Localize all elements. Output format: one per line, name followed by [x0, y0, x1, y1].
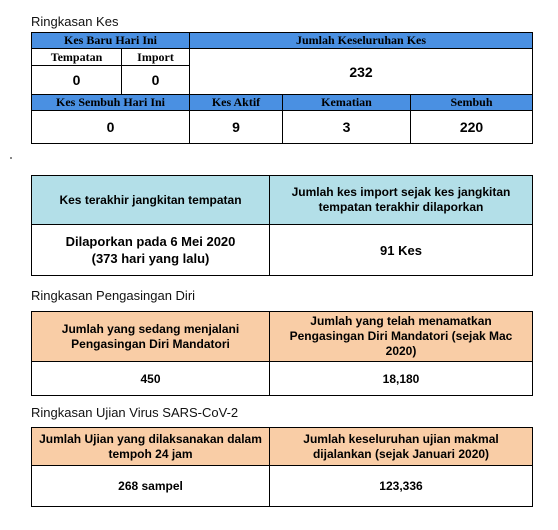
- new-cases-today-header: Kes Baru Hari Ini: [32, 33, 190, 49]
- total-cases-value: 232: [190, 49, 533, 95]
- tests-24h-value: 268 sampel: [32, 466, 270, 507]
- last-local-case-date: [32, 225, 270, 276]
- recovered-value: 220: [411, 111, 533, 144]
- cases-summary-title: Ringkasan Kes: [31, 14, 119, 29]
- import-header: Import: [122, 49, 190, 66]
- stray-mark: [10, 157, 12, 159]
- tests-total-header: Jumlah keseluruhan ujian makmal dijalankan (sejak Januari 2020): [270, 428, 533, 466]
- current-isolation-header: Jumlah yang sedang menjalani Pengasingan Diri Mandatori: [32, 312, 270, 362]
- import-cases-value: 0: [122, 66, 190, 95]
- last-local-case-table: [31, 175, 533, 276]
- testing-summary-table: [31, 427, 533, 507]
- isolation-summary-title: Ringkasan Pengasingan Diri: [31, 288, 196, 303]
- active-cases-value: 9: [190, 111, 283, 144]
- reported-date-line: Dilaporkan pada 6 Mei 2020: [65, 234, 236, 249]
- deaths-value: 3: [283, 111, 411, 144]
- last-local-case-header: Kes terakhir jangkitan tempatan: [32, 176, 270, 225]
- current-isolation-value: 450: [32, 362, 270, 396]
- imports-since-header: Jumlah kes import sejak kes jangkitan tempatan terakhir dilaporkan: [270, 176, 533, 225]
- recovered-today-value: 0: [32, 111, 190, 144]
- recovered-today-header: Kes Sembuh Hari Ini: [32, 95, 190, 111]
- testing-summary-title: Ringkasan Ujian Virus SARS-CoV-2: [31, 405, 239, 420]
- total-cases-header: Jumlah Keseluruhan Kes: [190, 33, 533, 49]
- completed-isolation-value: 18,180: [270, 362, 533, 396]
- isolation-summary-table: [31, 311, 533, 396]
- active-cases-header: Kes Aktif: [190, 95, 283, 111]
- local-cases-value: 0: [32, 66, 122, 95]
- cases-summary-table: [31, 32, 533, 144]
- imports-since-value: 91 Kes: [270, 225, 533, 276]
- days-ago-line: (373 hari yang lalu): [91, 251, 210, 266]
- tests-24h-header: Jumlah Ujian yang dilaksanakan dalam tempoh 24 jam: [32, 428, 270, 466]
- local-header: Tempatan: [32, 49, 122, 66]
- deaths-header: Kematian: [283, 95, 411, 111]
- recovered-header: Sembuh: [411, 95, 533, 111]
- tests-total-value: 123,336: [270, 466, 533, 507]
- completed-isolation-header: Jumlah yang telah menamatkan Pengasingan Diri Mandatori (sejak Mac 2020): [270, 312, 533, 362]
